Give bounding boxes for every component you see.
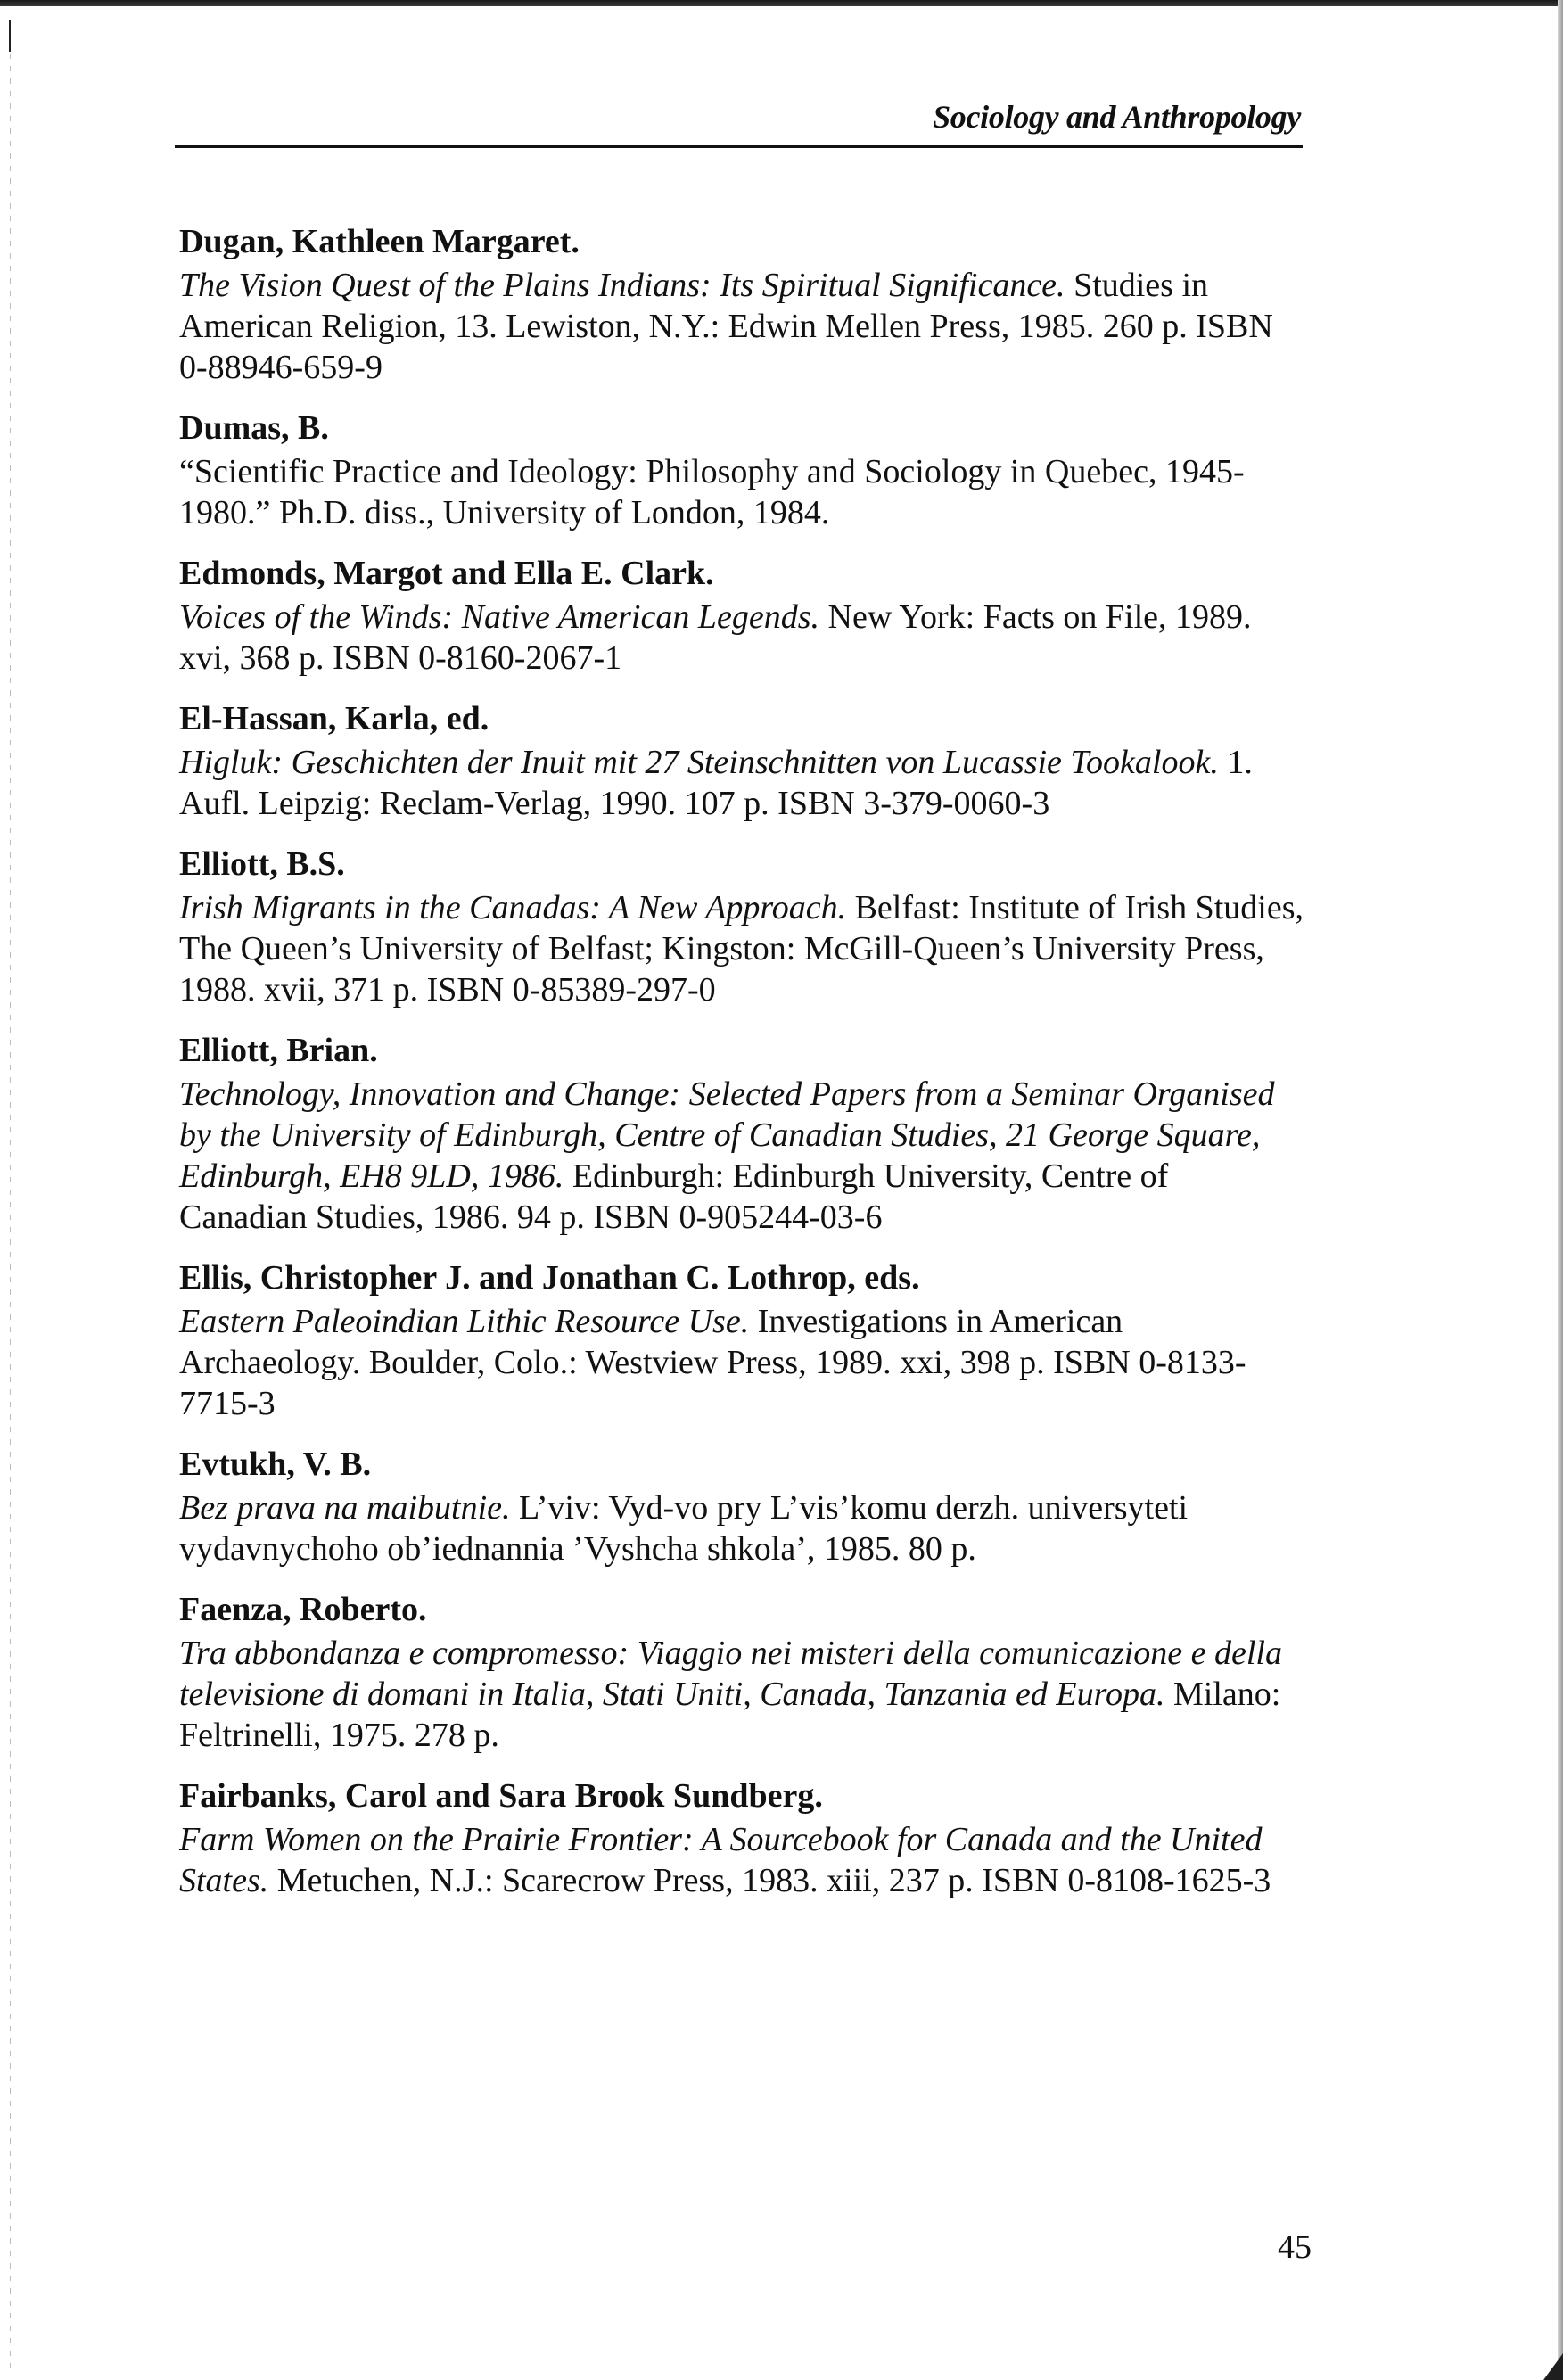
scan-left-edge (10, 54, 11, 2372)
bibliography-entry (179, 1773, 1304, 1901)
entry-title: Eastern Paleoindian Lithic Resource Use. (179, 1303, 750, 1340)
scan-margin-mark (9, 20, 11, 52)
entry-title: Irish Migrants in the Canadas: A New Approach. (179, 889, 847, 926)
entry-details: Milano: Feltrinelli, 1975. 278 p. (179, 1676, 1281, 1754)
entry-author: Elliott, B.S. (179, 845, 345, 883)
entry-author: Dugan, Kathleen Margaret. (179, 223, 580, 260)
page-number: 45 (1278, 2228, 1312, 2266)
entry-author: Dumas, B. (179, 409, 329, 447)
scan-top-edge (0, 0, 1563, 6)
bibliography-entry (179, 1255, 1304, 1424)
entry-details: “Scientific Practice and Ideology: Philosophy and Sociology in Quebec, 1945-1980.” Ph.D. diss., University of London, 1984. (179, 453, 1245, 531)
header-rule (175, 145, 1303, 148)
scan-page-corner (1543, 2353, 1563, 2380)
entry-title: Tra abbondanza e compromesso: Viaggio nei misteri della comunicazione e della televisione di domani in Italia, Stati Uniti, Canada, Tanzania ed Europa. (179, 1635, 1282, 1713)
entry-details: 1. Aufl. Leipzig: Reclam-Verlag, 1990. 107 p. ISBN 3-379-0060-3 (179, 744, 1253, 822)
bibliography-entry (179, 550, 1304, 679)
entry-author: Edmonds, Margot and Ella E. Clark. (179, 555, 714, 592)
entry-title: The Vision Quest of the Plains Indians: Its Spiritual Significance. (179, 267, 1065, 304)
entry-author: Fairbanks, Carol and Sara Brook Sundberg. (179, 1777, 823, 1815)
scan-right-edge (1558, 0, 1563, 2380)
bibliography-entry (179, 218, 1304, 388)
bibliography-entries (179, 218, 1304, 1918)
entry-details: Edinburgh: Edinburgh University, Centre of Canadian Studies, 1986. 94 p. ISBN 0-905244-03-6 (179, 1157, 1169, 1236)
bibliography-entry (179, 841, 1304, 1010)
bibliography-entry (179, 1027, 1304, 1238)
bibliography-entry (179, 405, 1304, 533)
entry-author: Ellis, Christopher J. and Jonathan C. Lothrop, eds. (179, 1259, 920, 1297)
bibliography-entry (179, 696, 1304, 824)
entry-details: L’viv: Vyd-vo pry L’vis’komu derzh. universyteti vydavnychoho ob’iednannia ’Vyshcha shkola’, 1985. 80 p. (179, 1489, 1189, 1568)
entry-title: Higluk: Geschichten der Inuit mit 27 Steinschnitten von Lucassie Tookalook. (179, 744, 1219, 781)
running-head: Sociology and Anthropology (933, 99, 1301, 135)
bibliography-entry (179, 1586, 1304, 1756)
entry-details: New York: Facts on File, 1989. xvi, 368 p. ISBN 0-8160-2067-1 (179, 598, 1252, 677)
entry-details: Studies in American Religion, 13. Lewiston, N.Y.: Edwin Mellen Press, 1985. 260 p. ISBN 0-88946-659-9 (179, 267, 1273, 386)
entry-title: Voices of the Winds: Native American Legends. (179, 598, 820, 636)
entry-author: Elliott, Brian. (179, 1032, 378, 1069)
entry-title: Farm Women on the Prairie Frontier: A Sourcebook for Canada and the United States. (179, 1821, 1263, 1899)
entry-details: Belfast: Institute of Irish Studies, The Queen’s University of Belfast; Kingston: McGill-Queen’s University Press, 1988. xvii, 371 p. ISBN 0-85389-297-0 (179, 889, 1304, 1009)
entry-details: Metuchen, N.J.: Scarecrow Press, 1983. xiii, 237 p. ISBN 0-8108-1625-3 (276, 1862, 1271, 1899)
entry-author: Faenza, Roberto. (179, 1591, 427, 1628)
entry-details: Investigations in American Archaeology. Boulder, Colo.: Westview Press, 1989. xxi, 398 p. ISBN 0-8133-7715-3 (179, 1303, 1246, 1422)
entry-author: El-Hassan, Karla, ed. (179, 700, 489, 737)
entry-title: Bez prava na maibutnie. (179, 1489, 511, 1527)
entry-title: Technology, Innovation and Change: Selected Papers from a Seminar Organised by the University of Edinburgh, Centre of Canadian Studies, 21 George Square, Edinburgh, EH8 9LD, 1986. (179, 1075, 1275, 1195)
entry-author: Evtukh, V. B. (179, 1445, 372, 1483)
bibliography-entry (179, 1441, 1304, 1569)
